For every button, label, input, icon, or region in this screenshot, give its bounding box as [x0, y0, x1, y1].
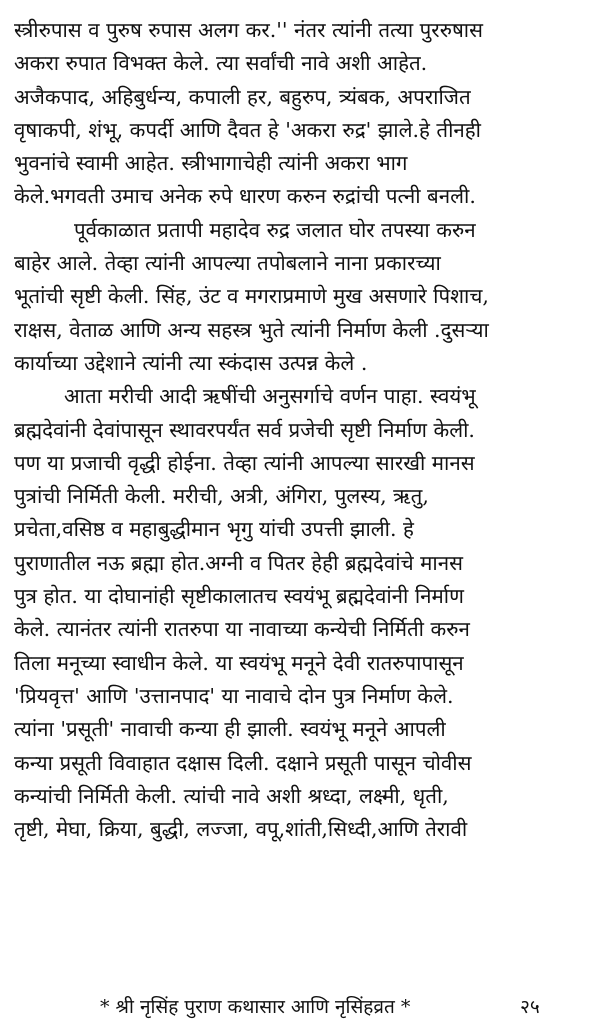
body-text — [14, 14, 588, 846]
text-line: अजैकपाद, अहिबुर्धन्य, कपाली हर, बहुरुप, त्र्यंबक, अपराजित — [14, 84, 471, 109]
text-line: केले. त्यानंतर त्यांनी रातरुपा या नावाच्या कन्येची निर्मिती करुन — [14, 617, 470, 642]
text-line: केले.भगवती उमाच अनेक रुपे धारण करुन रुद्रांची पत्नी बनली. — [14, 184, 476, 209]
text-line: तिला मनूच्या स्वाधीन केले. या स्वयंभू मनूने देवी रातरुपापासून — [14, 650, 464, 675]
text-line: पुराणातील नऊ ब्रह्मा होत.अग्नी व पितर हेही ब्रह्मदेवांचे मानस — [14, 550, 463, 575]
text-line: भूतांची सृष्टी केली. सिंह, उंट व मगराप्रमाणे मुख असणारे पिशाच, — [14, 284, 489, 309]
text-line: ब्रह्मदेवांनी देवांपासून स्थावरपर्यंत सर्व प्रजेची सृष्टी निर्माण केली. — [14, 417, 475, 442]
text-line: कार्याच्या उद्देशाने त्यांनी त्या स्कंदास उत्पन्न केले . — [14, 350, 368, 375]
text-line: अकरा रुपात विभक्त केले. त्या सर्वांची नावे अशी आहेत. — [14, 51, 428, 76]
text-line: राक्षस, वेताळ आणि अन्य सहस्त्र भुते त्यांनी निर्माण केली .दुसऱ्या — [14, 317, 489, 342]
text-line: भुवनांचे स्वामी आहेत. स्त्रीभागाचेही त्यांनी अकरा भाग — [14, 151, 408, 176]
text-line: वृषाकपी, शंभू, कपर्दी आणि दैवत हे 'अकरा रुद्र' झाले.हे तीनही — [14, 117, 481, 142]
text-line: कन्यांची निर्मिती केली. त्यांची नावे अशी श्रध्दा, लक्ष्मी, धृती, — [14, 783, 449, 808]
text-line: पुत्रांची निर्मिती केली. मरीची, अत्री, अंगिरा, पुलस्य, ऋतु, — [14, 484, 429, 509]
text-line: त्यांना 'प्रसूती' नावाची कन्या ही झाली. स्वयंभू मनूने आपली — [14, 717, 446, 742]
paragraph-mahadev — [14, 214, 588, 380]
text-line: स्त्रीरुपास व पुरुष रुपास अलग कर.'' नंतर त्यांनी तत्या पुररुषास — [14, 18, 483, 42]
text-line: तृष्टी, मेघा, क्रिया, बुद्धी, लज्जा, वपू,शांती,सिध्दी,आणि तेरावी — [14, 817, 468, 842]
text-line: आता मरीची आदी ऋषींची अनुसर्गाचे वर्णन पाहा. स्वयंभू — [64, 384, 476, 409]
page-footer — [0, 990, 600, 1024]
page-number: २५ — [520, 996, 540, 1018]
text-line: प्रचेता,वसिष्ठ व महाबुद्धीमान भृगु यांची उपत्ती झाली. हे — [14, 517, 414, 542]
text-line: पूर्वकाळात प्रतापी महादेव रुद्र जलात घोर तपस्या करुन — [74, 217, 476, 242]
text-line: पुत्र होत. या दोघानांही सृष्टीकालातच स्वयंभू ब्रह्मदेवांनी निर्माण — [14, 584, 464, 609]
paragraph-rudras — [14, 14, 588, 214]
text-line: पण या प्रजाची वृद्धी होईना. तेव्हा त्यांनी आपल्या सारखी मानस — [14, 450, 475, 475]
text-line: कन्या प्रसूती विवाहात दक्षास दिली. दक्षाने प्रसूती पासून चोवीस — [14, 750, 472, 775]
book-title-footer: * श्री नृसिंह पुराण कथासार आणि नृसिंहव्रत * — [100, 996, 411, 1018]
text-line: बाहेर आले. तेव्हा त्यांनी आपल्या तपोबलाने नाना प्रकारच्या — [14, 251, 441, 276]
text-line: 'प्रियवृत्त' आणि 'उत्तानपाद' या नावाचे दोन पुत्र निर्माण केले. — [14, 683, 454, 708]
paragraph-marichi — [14, 380, 588, 846]
